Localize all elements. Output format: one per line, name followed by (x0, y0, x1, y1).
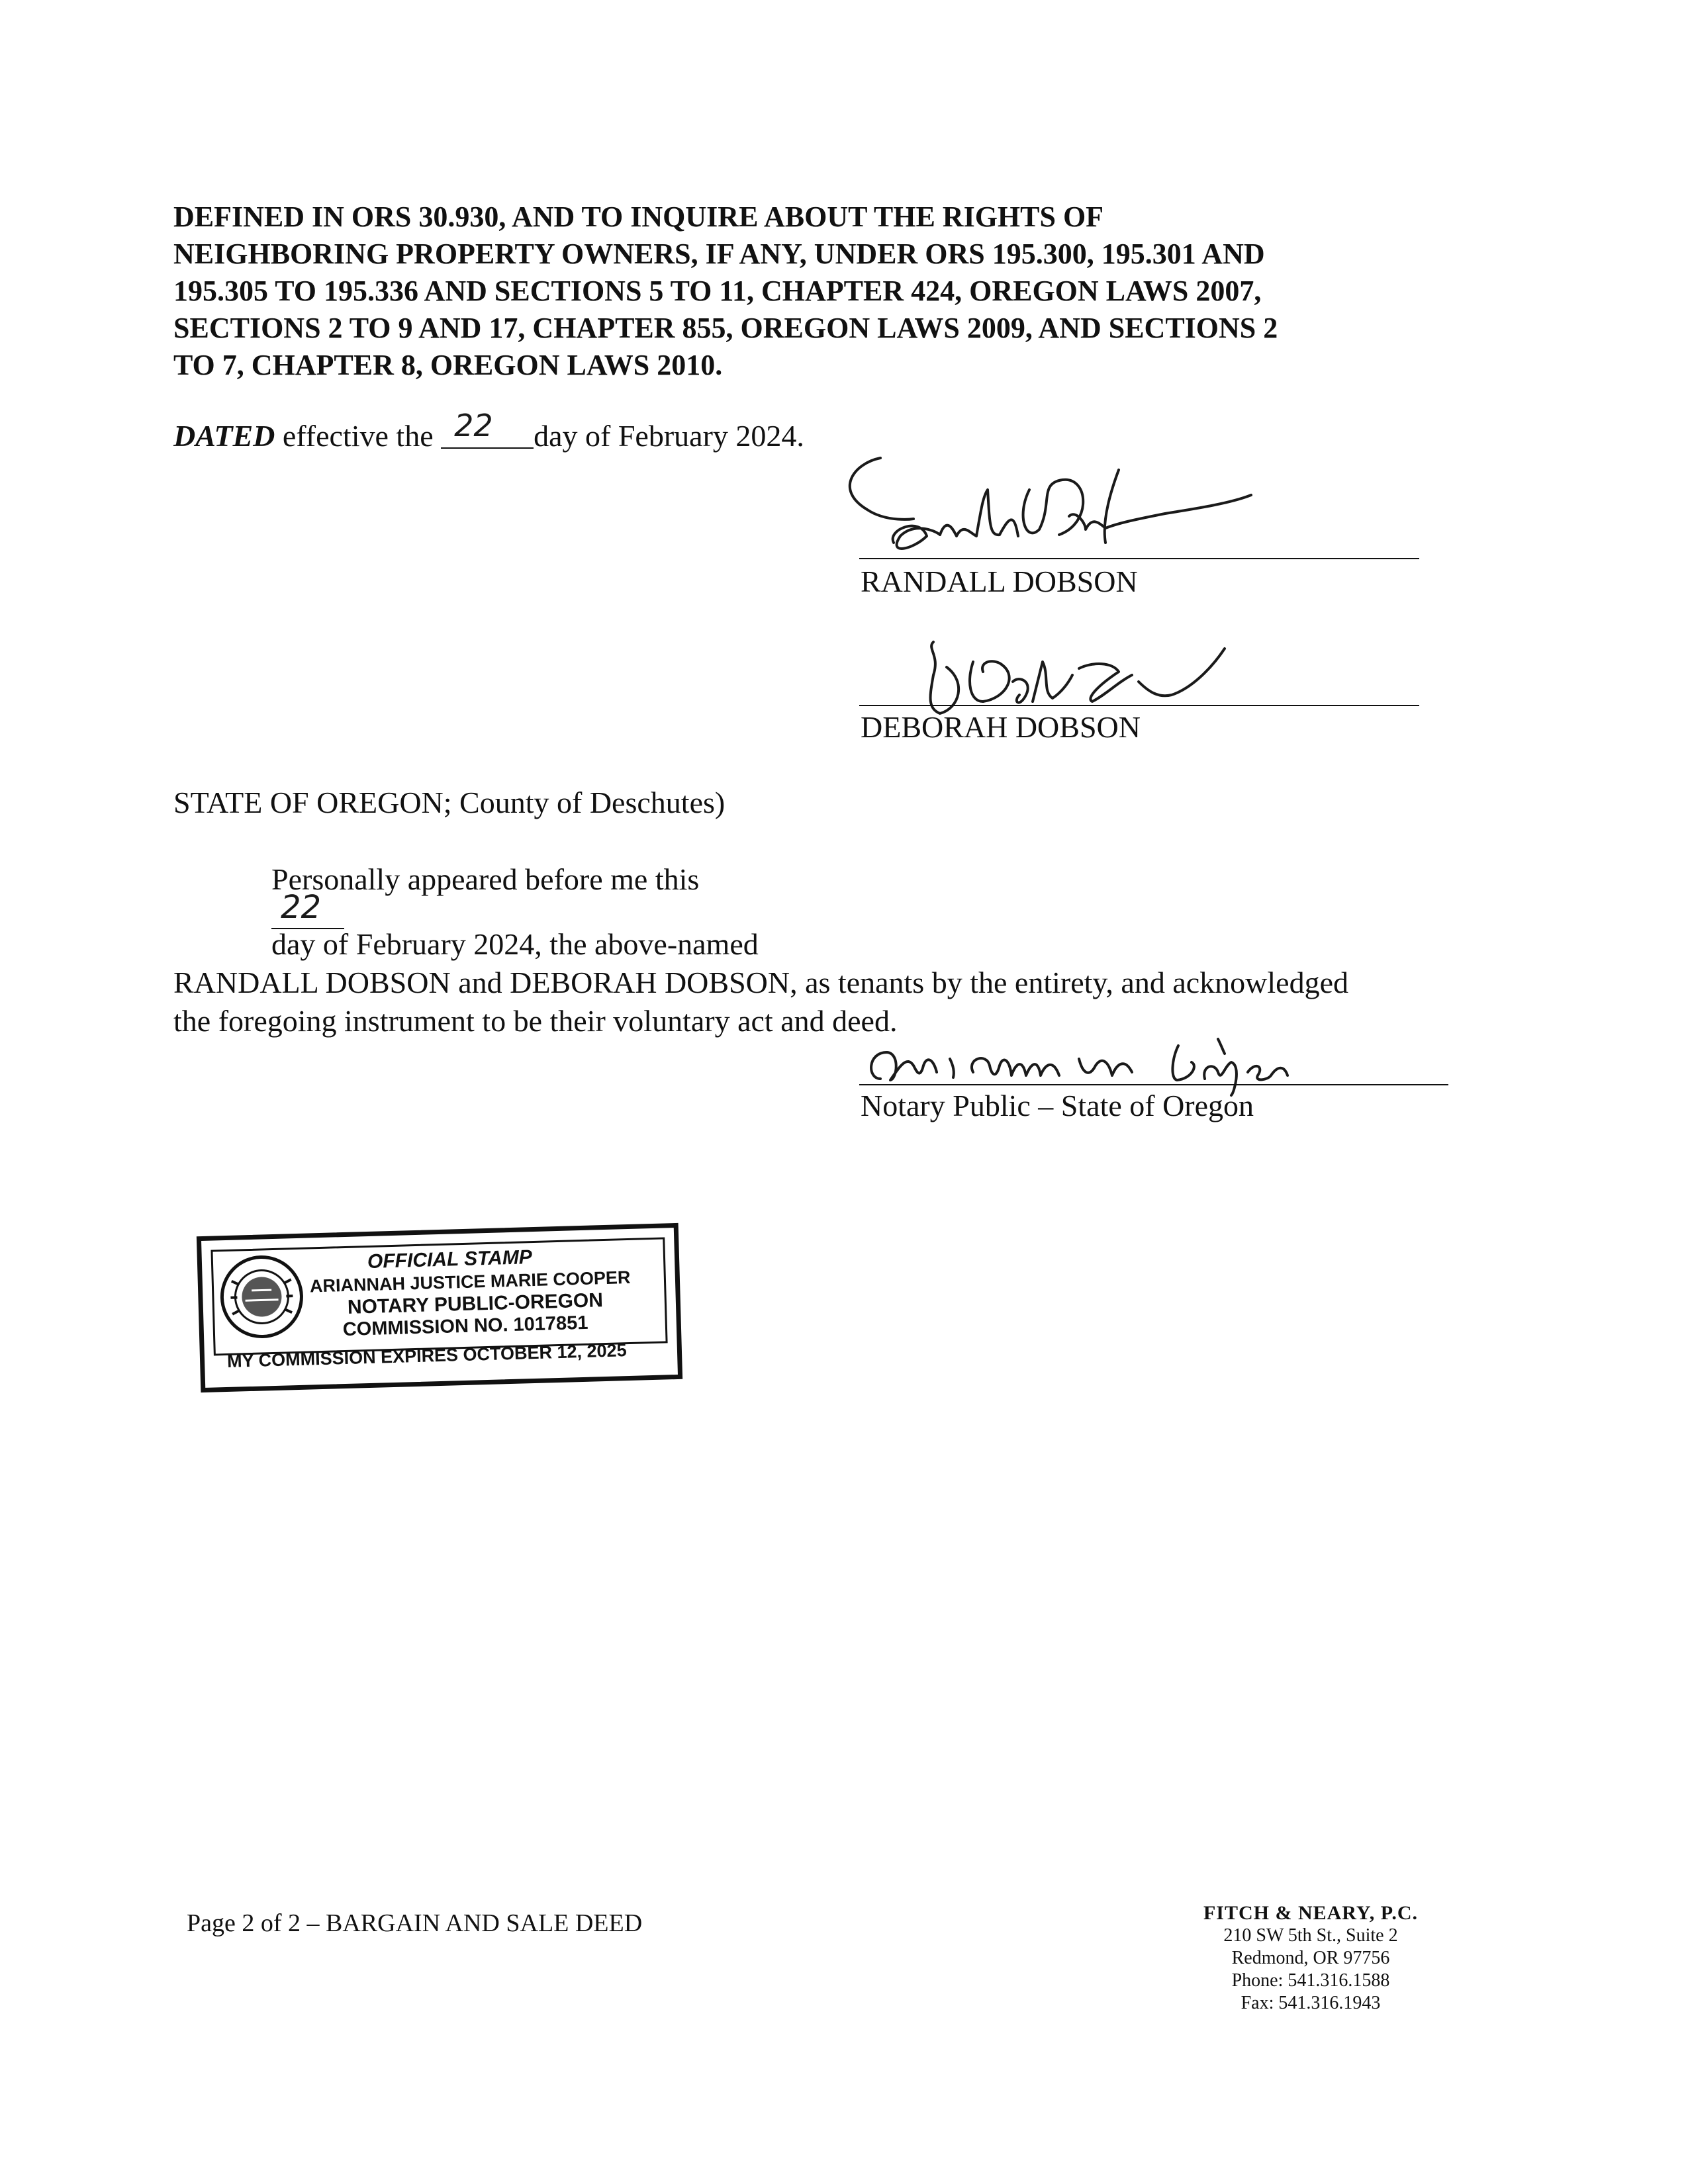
stamp-expiration: MY COMMISSION EXPIRES OCTOBER 12, 2025 (226, 1340, 628, 1371)
ack-day-blank (271, 889, 344, 926)
stamp-role: NOTARY PUBLIC-OREGON (347, 1289, 604, 1318)
ack-line-3: the foregoing instrument to be their voluntary act and deed. (173, 1004, 898, 1038)
page-footer-label: Page 2 of 2 – BARGAIN AND SALE DEED (187, 1909, 643, 1937)
ack-prefix: Personally appeared before me this (271, 862, 700, 896)
signature-line-notary (859, 1084, 1448, 1085)
signer2-name: DEBORAH DOBSON (861, 710, 1141, 744)
stamp-commission-number: COMMISSION NO. 1017851 (342, 1312, 588, 1341)
signer1-name: RANDALL DOBSON (861, 565, 1138, 598)
legal-line: SECTIONS 2 TO 9 AND 17, CHAPTER 855, OREGON LAWS 2009, AND SECTIONS 2 (173, 312, 1278, 344)
dated-label: DATED (173, 419, 275, 453)
ack-day-handwritten: 22 (281, 889, 322, 926)
dated-suffix: day of February 2024. (534, 419, 804, 453)
firm-phone: Phone: 541.316.1588 (1231, 1970, 1390, 1991)
signature-line-1 (859, 558, 1419, 559)
ack-line-1 (173, 860, 1497, 964)
legal-line: TO 7, CHAPTER 8, OREGON LAWS 2010. (173, 349, 723, 381)
dated-day-blank (441, 408, 534, 446)
dated-prefix: effective the (282, 419, 434, 453)
ack-suffix: day of February 2024, the above-named (271, 927, 759, 961)
signature-randall-dobson (841, 450, 1370, 582)
firm-address-block (1165, 1902, 1456, 2015)
stamp-title: OFFICIAL STAMP (367, 1246, 533, 1273)
legal-line: NEIGHBORING PROPERTY OWNERS, IF ANY, UNDER ORS 195.300, 195.301 AND (173, 238, 1265, 270)
firm-address-line1: 210 SW 5th St., Suite 2 (1223, 1925, 1398, 1946)
signature-line-2 (859, 705, 1419, 706)
stamp-notary-name: ARIANNAH JUSTICE MARIE COOPER (309, 1267, 631, 1297)
dated-day-handwritten: 22 (454, 408, 493, 443)
notary-title: Notary Public – State of Oregon (861, 1089, 1254, 1122)
official-notary-stamp (197, 1223, 682, 1392)
acknowledgment-paragraph (173, 860, 1497, 1040)
ack-line-2: RANDALL DOBSON and DEBORAH DOBSON, as tenants by the entirety, and acknowledged (173, 966, 1348, 999)
legal-line: 195.305 TO 195.336 AND SECTIONS 5 TO 11, CHAPTER 424, OREGON LAWS 2007, (173, 275, 1262, 307)
signature-deborah-dobson (920, 635, 1317, 721)
legal-line: DEFINED IN ORS 30.930, AND TO INQUIRE ABOUT THE RIGHTS OF (173, 201, 1104, 233)
legal-paragraph (173, 199, 1484, 384)
firm-name: FITCH & NEARY, P.C. (1203, 1902, 1419, 1924)
oregon-state-seal-icon (218, 1253, 306, 1342)
firm-fax: Fax: 541.316.1943 (1241, 1993, 1381, 2013)
firm-address-line2: Redmond, OR 97756 (1231, 1948, 1390, 1968)
dated-line (173, 408, 804, 453)
state-county-line: STATE OF OREGON; County of Deschutes) (173, 786, 726, 819)
